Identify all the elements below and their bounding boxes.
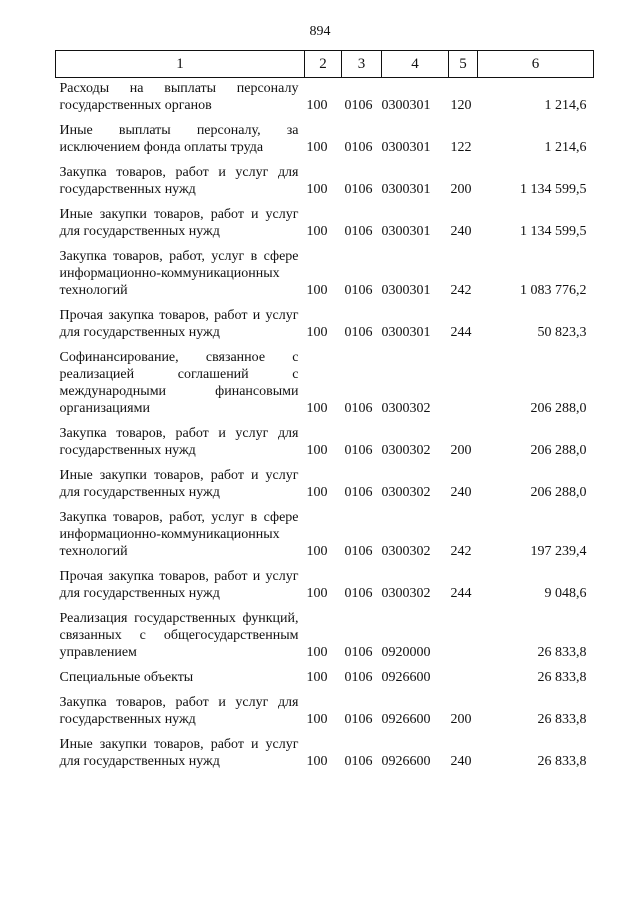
row-c5-cell: 200 bbox=[450, 712, 472, 727]
row-c2-cell: 100 bbox=[306, 485, 328, 500]
column-header-3: 3 bbox=[342, 51, 382, 78]
row-c2-cell: 100 bbox=[306, 98, 328, 113]
table-row bbox=[56, 421, 594, 463]
table-row bbox=[56, 732, 594, 774]
row-c4-cell: 0300302 bbox=[381, 485, 431, 500]
row-c2-cell: 100 bbox=[306, 182, 328, 197]
row-c6-cell: 9 048,6 bbox=[544, 586, 587, 601]
row-c4-cell: 0300301 bbox=[381, 182, 431, 197]
table-row bbox=[56, 505, 594, 564]
row-name-cell: Закупка товаров, работ и услуг для государственных нужд bbox=[59, 695, 299, 727]
row-c6-cell: 1 134 599,5 bbox=[520, 224, 587, 239]
row-c3-cell: 0106 bbox=[344, 443, 373, 458]
row-c3-cell: 0106 bbox=[344, 98, 373, 113]
budget-table bbox=[55, 50, 594, 774]
row-c3-cell: 0106 bbox=[344, 140, 373, 155]
row-c5-cell: 242 bbox=[450, 544, 472, 559]
row-c2-cell: 100 bbox=[306, 754, 328, 769]
column-header-2: 2 bbox=[305, 51, 342, 78]
row-c3-cell: 0106 bbox=[344, 544, 373, 559]
row-c2-cell: 100 bbox=[306, 224, 328, 239]
row-c2-cell: 100 bbox=[306, 712, 328, 727]
row-c3-cell: 0106 bbox=[344, 754, 373, 769]
row-c2-cell: 100 bbox=[306, 443, 328, 458]
table-row bbox=[56, 345, 594, 421]
row-c3-cell: 0106 bbox=[344, 712, 373, 727]
row-c4-cell: 0300302 bbox=[381, 586, 431, 601]
row-c5-cell: 200 bbox=[450, 443, 472, 458]
row-c4-cell: 0926600 bbox=[381, 712, 431, 727]
column-header-4: 4 bbox=[382, 51, 449, 78]
table-row bbox=[56, 202, 594, 244]
row-c5-cell: 122 bbox=[450, 140, 472, 155]
row-c5-cell bbox=[449, 665, 478, 690]
row-c6-cell: 1 214,6 bbox=[544, 98, 587, 113]
row-c6-cell: 26 833,8 bbox=[537, 754, 587, 769]
row-name-cell: Специальные объекты bbox=[59, 670, 194, 685]
row-c4-cell: 0300301 bbox=[381, 98, 431, 113]
column-header-5: 5 bbox=[449, 51, 478, 78]
row-c2-cell: 100 bbox=[306, 401, 328, 416]
row-c5-cell bbox=[449, 345, 478, 421]
table-row bbox=[56, 690, 594, 732]
row-c3-cell: 0106 bbox=[344, 645, 373, 660]
row-name-cell: Закупка товаров, работ и услуг для государственных нужд bbox=[59, 165, 299, 197]
row-c4-cell: 0920000 bbox=[381, 645, 431, 660]
table-row bbox=[56, 118, 594, 160]
row-c2-cell: 100 bbox=[306, 325, 328, 340]
table-header bbox=[56, 51, 594, 78]
row-c6-cell: 206 288,0 bbox=[530, 401, 587, 416]
row-name-cell: Закупка товаров, работ, услуг в сфере информационно-коммуникационных технологий bbox=[59, 249, 299, 298]
row-c6-cell: 50 823,3 bbox=[537, 325, 587, 340]
row-c5-cell: 240 bbox=[450, 485, 472, 500]
row-c5-cell: 240 bbox=[450, 224, 472, 239]
table-row bbox=[56, 564, 594, 606]
row-c3-cell: 0106 bbox=[344, 325, 373, 340]
row-c5-cell: 244 bbox=[450, 586, 472, 601]
row-c3-cell: 0106 bbox=[344, 182, 373, 197]
row-c5-cell: 244 bbox=[450, 325, 472, 340]
row-c5-cell: 240 bbox=[450, 754, 472, 769]
page-number: 894 bbox=[309, 24, 331, 39]
row-name-cell: Иные закупки товаров, работ и услуг для государственных нужд bbox=[59, 737, 299, 769]
row-c4-cell: 0300302 bbox=[381, 401, 431, 416]
row-c6-cell: 26 833,8 bbox=[537, 712, 587, 727]
row-c6-cell: 1 214,6 bbox=[544, 140, 587, 155]
row-c6-cell: 1 083 776,2 bbox=[520, 283, 587, 298]
row-name-cell: Расходы на выплаты персоналу государственных органов bbox=[59, 81, 299, 113]
row-name-cell: Иные выплаты персоналу, за исключением фонда оплаты труда bbox=[59, 123, 299, 155]
row-c3-cell: 0106 bbox=[344, 586, 373, 601]
table-body bbox=[56, 78, 594, 775]
row-c2-cell: 100 bbox=[306, 140, 328, 155]
row-name-cell: Закупка товаров, работ и услуг для государственных нужд bbox=[59, 426, 299, 458]
table-row bbox=[56, 303, 594, 345]
row-c5-cell: 200 bbox=[450, 182, 472, 197]
row-name-cell: Прочая закупка товаров, работ и услуг для государственных нужд bbox=[59, 569, 299, 601]
table-row bbox=[56, 463, 594, 505]
row-c6-cell: 206 288,0 bbox=[530, 443, 587, 458]
row-c4-cell: 0926600 bbox=[381, 670, 431, 685]
row-c4-cell: 0300301 bbox=[381, 325, 431, 340]
row-c2-cell: 100 bbox=[306, 586, 328, 601]
row-c6-cell: 26 833,8 bbox=[537, 670, 587, 685]
row-c6-cell: 26 833,8 bbox=[537, 645, 587, 660]
row-c3-cell: 0106 bbox=[344, 224, 373, 239]
table-row bbox=[56, 606, 594, 665]
column-header-1: 1 bbox=[56, 51, 305, 78]
table-row bbox=[56, 78, 594, 119]
row-name-cell: Иные закупки товаров, работ и услуг для государственных нужд bbox=[59, 207, 299, 239]
row-c3-cell: 0106 bbox=[344, 401, 373, 416]
row-c4-cell: 0926600 bbox=[381, 754, 431, 769]
row-c4-cell: 0300301 bbox=[381, 140, 431, 155]
row-name-cell: Иные закупки товаров, работ и услуг для государственных нужд bbox=[59, 468, 299, 500]
row-name-cell: Прочая закупка товаров, работ и услуг для государственных нужд bbox=[59, 308, 299, 340]
row-c6-cell: 1 134 599,5 bbox=[520, 182, 587, 197]
row-c2-cell: 100 bbox=[306, 283, 328, 298]
row-c4-cell: 0300301 bbox=[381, 283, 431, 298]
row-c3-cell: 0106 bbox=[344, 670, 373, 685]
row-c4-cell: 0300301 bbox=[381, 224, 431, 239]
row-c2-cell: 100 bbox=[306, 670, 328, 685]
row-c5-cell: 120 bbox=[450, 98, 472, 113]
row-c2-cell: 100 bbox=[306, 645, 328, 660]
table-row bbox=[56, 665, 594, 690]
table-row bbox=[56, 244, 594, 303]
row-name-cell: Закупка товаров, работ, услуг в сфере информационно-коммуникационных технологий bbox=[59, 510, 299, 559]
row-name-cell: Реализация государственных функций, связанных с общегосударственным управлением bbox=[59, 611, 299, 660]
row-name-cell: Софинансирование, связанное с реализацией соглашений с международными финансовыми организациями bbox=[59, 350, 299, 416]
table-row bbox=[56, 160, 594, 202]
row-c5-cell: 242 bbox=[450, 283, 472, 298]
row-c4-cell: 0300302 bbox=[381, 443, 431, 458]
row-c4-cell: 0300302 bbox=[381, 544, 431, 559]
row-c6-cell: 197 239,4 bbox=[530, 544, 587, 559]
row-c6-cell: 206 288,0 bbox=[530, 485, 587, 500]
row-c3-cell: 0106 bbox=[344, 283, 373, 298]
column-header-6: 6 bbox=[478, 51, 594, 78]
header-row bbox=[56, 51, 594, 78]
row-c5-cell bbox=[449, 606, 478, 665]
row-c3-cell: 0106 bbox=[344, 485, 373, 500]
row-c2-cell: 100 bbox=[306, 544, 328, 559]
